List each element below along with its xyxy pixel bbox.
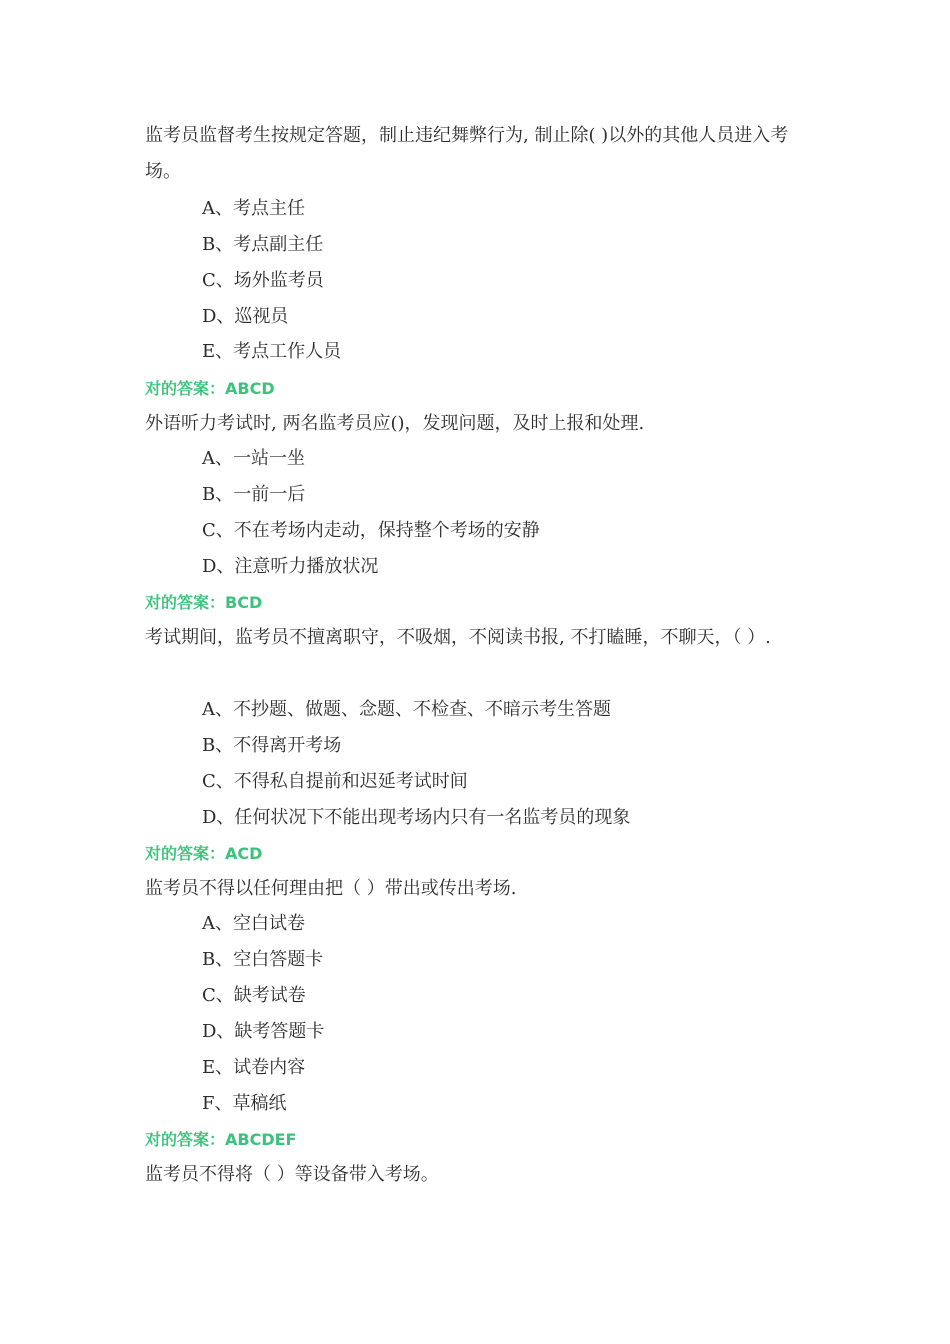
option-item: E、考点工作人员 [202, 341, 342, 362]
option-item: D、巡视员 [202, 306, 289, 327]
question-text: 监考员不得将（ ）等设备带入考场。 [145, 1164, 439, 1185]
option-item: B、空白答题卡 [202, 949, 324, 970]
option-item: A、考点主任 [202, 198, 305, 219]
option-item: C、场外监考员 [202, 270, 324, 291]
option-item: E、试卷内容 [202, 1057, 306, 1078]
option-item: D、注意听力播放状况 [202, 556, 379, 577]
option-item: B、不得离开考场 [202, 735, 342, 756]
question-text: 考试期间，监考员不擅离职守，不吸烟，不阅读书报, 不打瞌睡，不聊天，（ ）. [145, 627, 771, 648]
option-item: C、不得私自提前和迟延考试时间 [202, 771, 468, 792]
question-text: 外语听力考试时, 两名监考员应()，发现问题，及时上报和处理. [145, 413, 645, 434]
option-item: D、缺考答题卡 [202, 1021, 325, 1042]
question-text: 监考员监督考生按规定答题，制止违纪舞弊行为, 制止除( )以外的其他人员进入考场。 [145, 125, 789, 182]
option-item: B、一前一后 [202, 484, 306, 505]
question-text: 监考员不得以任何理由把（ ）带出或传出考场. [145, 878, 517, 899]
correct-answer: 对的答案：ACD [145, 844, 263, 863]
option-item: A、空白试卷 [202, 913, 305, 934]
correct-answer: 对的答案：ABCDEF [145, 1130, 297, 1149]
option-item: C、缺考试卷 [202, 985, 306, 1006]
correct-answer: 对的答案：BCD [145, 593, 263, 612]
option-item: A、不抄题、做题、念题、不检查、不暗示考生答题 [202, 699, 611, 720]
option-item: C、不在考场内走动，保持整个考场的安静 [202, 520, 540, 541]
option-item: F、草稿纸 [202, 1093, 287, 1114]
option-item: B、考点副主任 [202, 234, 324, 255]
option-item: A、一站一坐 [202, 448, 305, 469]
correct-answer: 对的答案：ABCD [145, 379, 275, 398]
option-item: D、任何状况下不能出现考场内只有一名监考员的现象 [202, 807, 631, 828]
